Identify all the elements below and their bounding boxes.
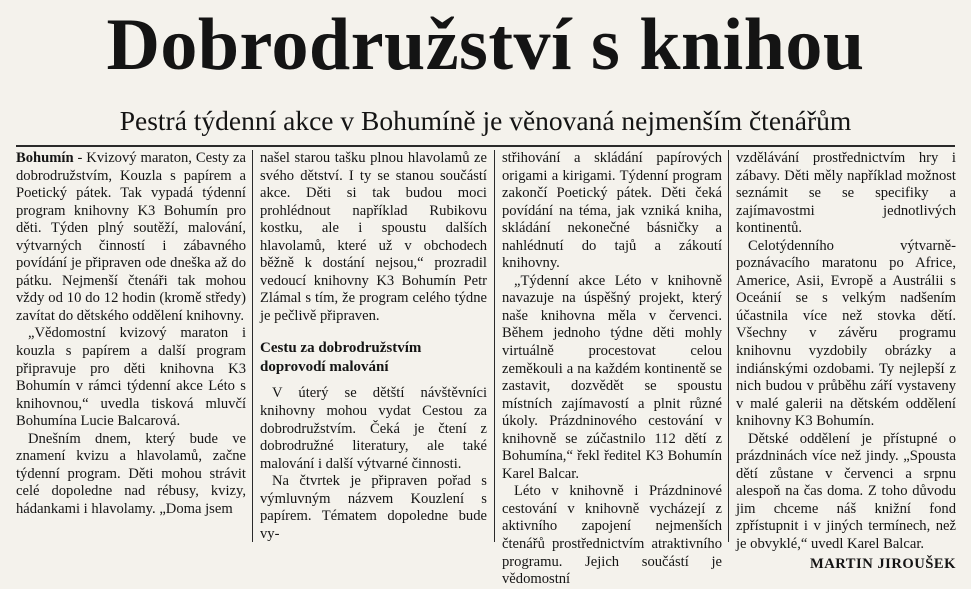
article-column-4 xyxy=(736,150,956,573)
col2-paragraph-2: V úterý se dětští návštěvníci knihovny mohou vydat Cestou za dobrodružstvím. Čeká je čtení z dobrodružné literatury, ale také malování i další výtvarné činnosti. xyxy=(260,385,487,472)
top-rule xyxy=(16,145,955,147)
col1-paragraph-3: Dnešním dnem, který bude ve znamení kvizu a hlavolamů, začne týdenní program. Děti mohou strávit celé dopoledne nad rébusy, kvizy, hádankami i hlavolamy. „Doma jsem xyxy=(16,430,246,517)
subheadline: Pestrá týdenní akce v Bohumíně je věnovaná nejmenším čtenářům xyxy=(119,105,852,136)
section-subheading: Cestu za dobrodružstvím doprovodí malování xyxy=(260,340,422,376)
column-divider-3 xyxy=(728,150,729,542)
col3-paragraph-3: Léto v knihovně i Prázdninové cestování v knihovně vycházejí z aktivního zapojení nejmenších čtenářů prostřednictvím atraktivního programu. Jejich součástí je vědomostní xyxy=(502,483,722,588)
col4-paragraph-2: Celotýdenního výtvarně-poznávacího maratonu po Africe, Americe, Asii, Evropě a Austrálii s Oceánií se s velkým nadšením účastnila více než stovka dětí. Všechny v závěru programu knihovnu vyzdobily obrázky a indiánskými ozdobami. Ty nejlepší z nich budou v průběhu září vystaveny v malé galerii na dětském oddělení knihovny K3 Bohumín. xyxy=(736,237,956,430)
col3-paragraph-2: „Týdenní akce Léto v knihovně navazuje na úspěšný projekt, který naše knihovna měla v červenci. Během jednoho týdne děti mohly virtuálně procestovat celou zeměkouli a na každém kontinentě se zastavit, dozvědět se spoustu místních zajímavostí a plnit různé úkoly. Prázdninového cestování v knihovně se zúčastnilo 112 dětí z Bohumína,“ řekl ředitel K3 Bohumín Karel Balcar. xyxy=(502,272,722,482)
column-divider-1 xyxy=(252,150,253,542)
author-byline: MARTIN JIROUŠEK xyxy=(809,555,956,572)
col1-paragraph-2: „Vědomostní kvizový maraton i kouzla s papírem a další program připravuje pro děti knihovna K3 Bohumín v rámci týdenní akce Léto s knihovnou,“ uvedla tisková mluvčí Bohumína Lucie Balcarová. xyxy=(16,325,246,430)
col2-paragraph-1: našel starou tašku plnou hlavolamů ze svého dětství. I ty se stanou součástí akce. Děti si tak budou moci prohlédnout například Rubikovu kostku, ale i spoustu dalších hlavolamů, které už v obchodech běžně k dostání nejsou,“ prozradil vedoucí knihovny K3 Bohumín Petr Zlámal s tím, že program celého týdne je pečlivě připraven. xyxy=(260,150,487,324)
headline: Dobrodružství s knihou xyxy=(106,4,865,86)
col1-paragraph-1 xyxy=(16,150,246,325)
column-divider-2 xyxy=(494,150,495,542)
col1-paragraph-1-text: - Kvizový maraton, Cesty za dobrodružstvím, Kouzla s papírem a Poetický pátek. Tak vypadá týdenní program knihovny K3 Bohumín pro děti. Týden plný soutěží, malování, výtvarných činností i zábavného povídání je připraven ode dneška až do pátku. Nejmenší čtenáři tak mohou vždy od 10 do 12 hodin (kromě středy) zavítat do dětského oddělení knihovny. xyxy=(16,150,246,324)
article-column-2 xyxy=(260,150,487,543)
article-column-3 xyxy=(502,150,722,589)
col3-paragraph-1: střihování a skládání papírových origami a kirigami. Týdenní program zakončí Poetický pátek. Děti čeká povídání na téma, jak vzniká kniha, skládání nekonečné básničky a nahlédnutí do tajů a zákoutí knihovny. xyxy=(502,150,722,272)
col2-paragraph-3: Na čtvrtek je připraven pořad s výmluvným názvem Kouzlení s papírem. Tématem dopoledne bude vy- xyxy=(260,473,487,542)
article-column-1 xyxy=(16,150,246,518)
col4-paragraph-3: Dětské oddělení je přístupné o prázdninách více než jindy. „Spousta dětí zůstane v červenci a srpnu alespoň na čas doma. Z toho důvodu jim chceme náš knižní fond zpřístupnit i v jiných termínech, než je obvyklé,“ uvedl Karel Balcar. xyxy=(736,430,956,553)
lead-place: Bohumín xyxy=(16,150,74,166)
col4-paragraph-1: vzdělávání prostřednictvím hry i zábavy. Děti měly například možnost seznámit se se specifiky a zajímavostmi jednotlivých kontinentů. xyxy=(736,150,956,237)
